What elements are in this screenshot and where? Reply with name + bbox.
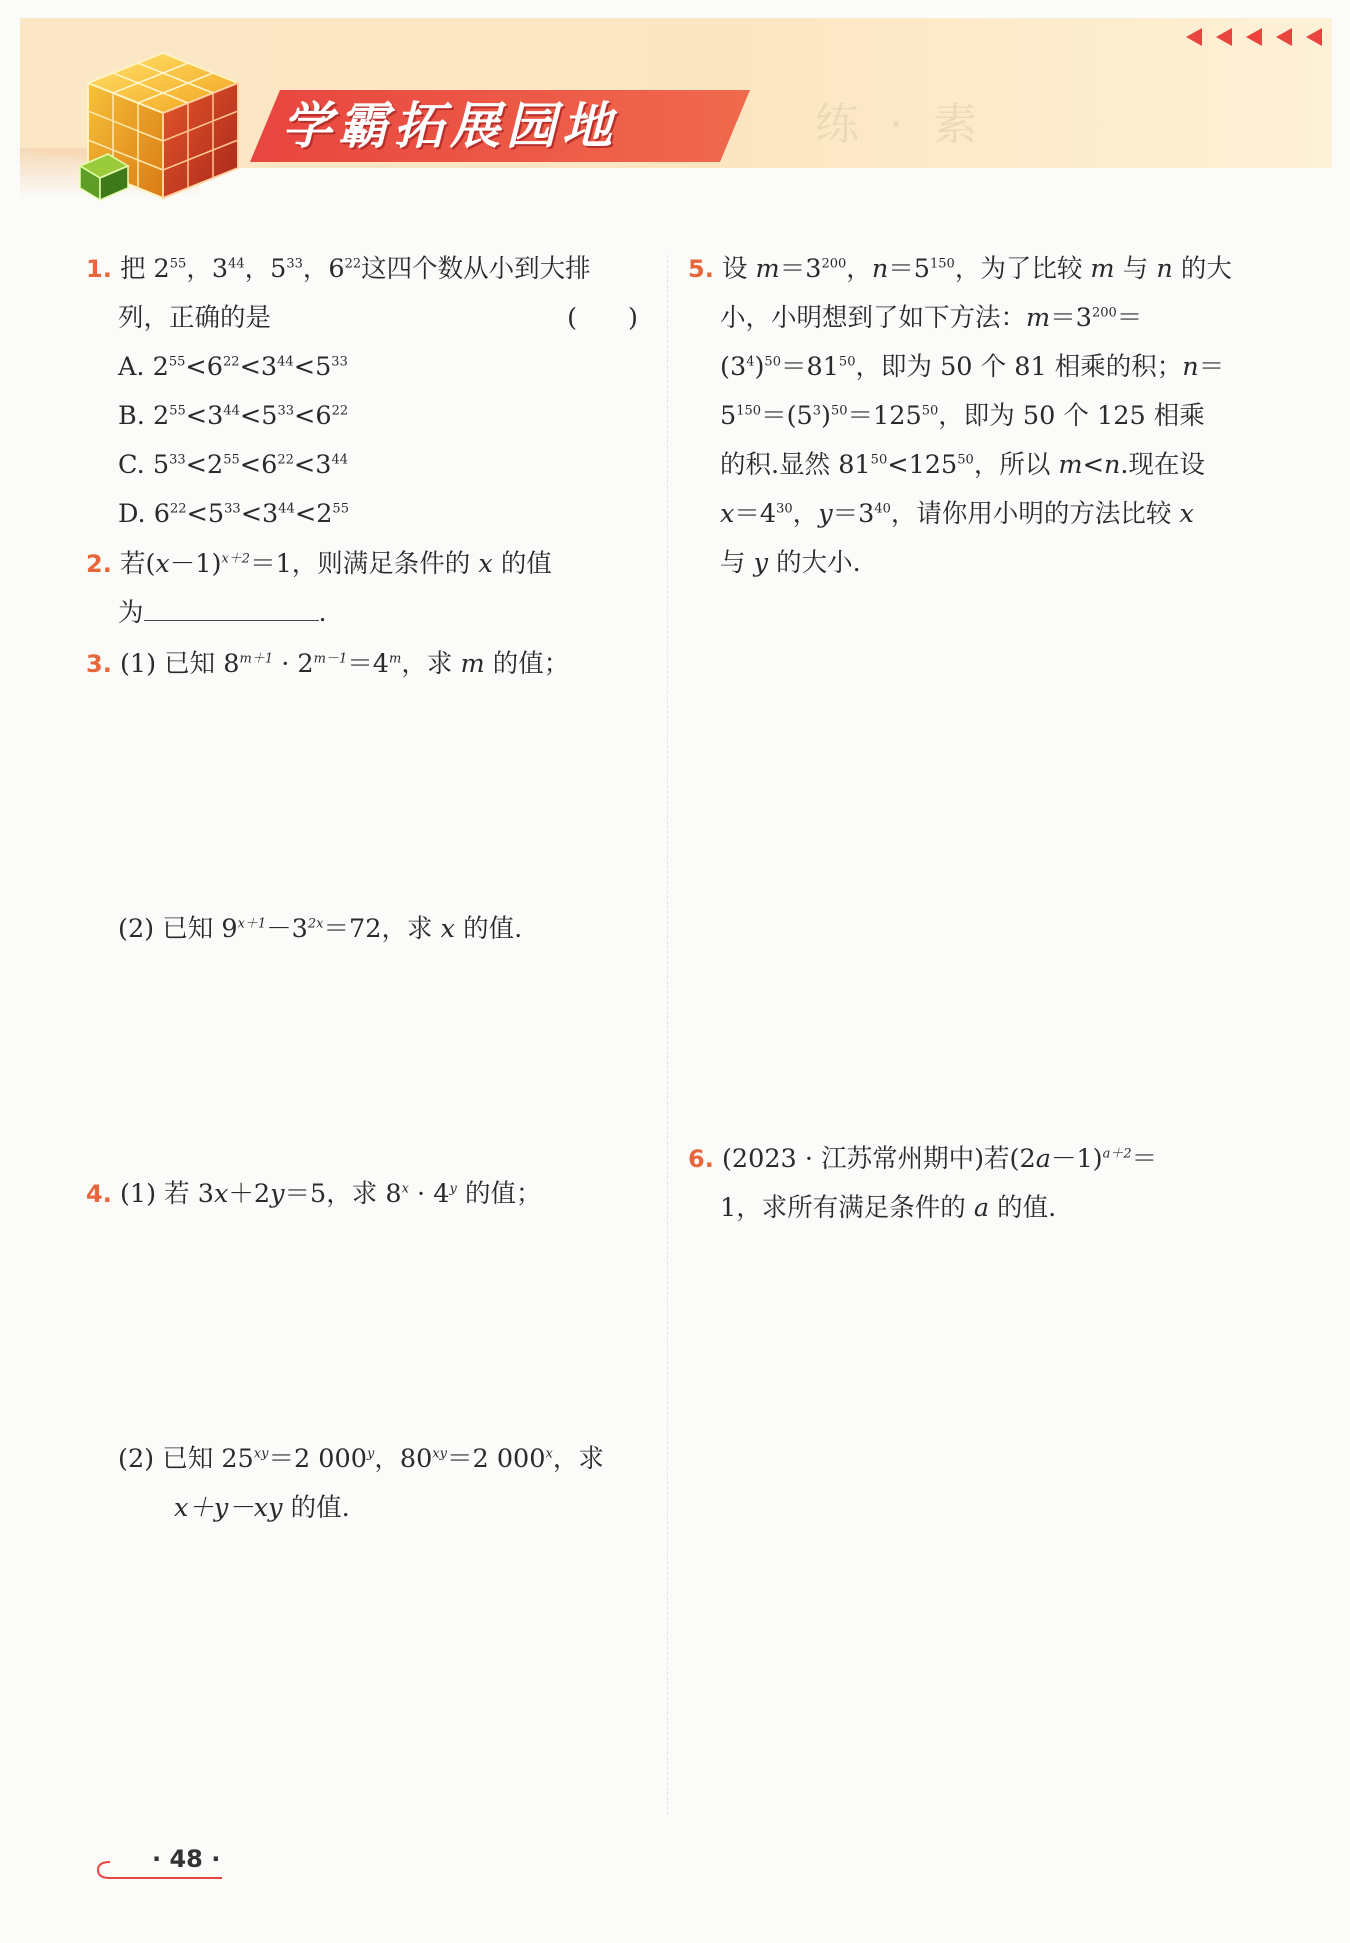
q6-text: ＝	[1131, 1144, 1158, 1174]
option-text: <2	[185, 450, 224, 480]
q5-text: ，请你用小明的方法比较	[890, 499, 1180, 529]
q1-text: ，3	[186, 254, 229, 284]
q6-var: a	[1035, 1144, 1051, 1174]
q6-text: (2023 · 江苏常州期中)若(2	[721, 1144, 1036, 1174]
q2-text: .	[318, 598, 327, 628]
q5-exp: 50	[921, 403, 939, 419]
q5-var: y	[818, 499, 833, 529]
q3-exp: m	[389, 651, 402, 667]
q5-exp: 30	[776, 501, 793, 517]
q5-text: ，即为 50 个 81 相乘的积；	[855, 352, 1183, 382]
q5-text: ＝5	[888, 254, 930, 284]
arrow-decoration-icon	[1186, 26, 1334, 48]
option-label: C.	[118, 450, 145, 480]
q4-exp: y	[449, 1181, 457, 1197]
q5-line-3	[688, 343, 1248, 392]
q5-text: ＝4	[734, 499, 777, 529]
q3-text: ＝4	[347, 649, 389, 679]
q4-text: · 4	[408, 1179, 450, 1209]
q5-text: 的大小.	[768, 548, 861, 578]
q2-var: x	[478, 549, 493, 579]
q5-text: 小，小明想到了如下方法：	[720, 303, 1027, 333]
q5-exp: 150	[736, 403, 762, 419]
q1-exp: 33	[286, 256, 303, 272]
q2-text: 的值	[492, 549, 552, 579]
q1-text: 列，正确的是	[118, 303, 272, 333]
option-exp: 55	[168, 354, 186, 370]
option-label: B.	[118, 401, 145, 431]
q5-var: y	[753, 548, 769, 578]
q1-text: ，6	[302, 254, 345, 284]
q5-exp: 50	[830, 403, 848, 419]
q5-text: 与	[1114, 254, 1157, 284]
q5-var: m	[1026, 303, 1051, 333]
option-exp: 55	[223, 452, 240, 468]
q1-line-2	[86, 294, 646, 343]
q4-text: ＋2	[228, 1179, 271, 1209]
q4-exp: x	[545, 1446, 553, 1462]
option-text: 5	[144, 450, 170, 480]
q5-text: ＝125	[847, 401, 922, 431]
option-exp: 22	[170, 501, 187, 517]
q5-text: ＝(5	[761, 401, 813, 431]
q1-option-c[interactable]	[86, 441, 646, 490]
q5-line-5	[688, 441, 1248, 490]
q2-text: ＝1，则满足条件的	[250, 549, 479, 579]
q2-var: x	[155, 549, 170, 579]
q5-var: n	[1103, 450, 1121, 480]
option-text: 2	[144, 401, 170, 431]
option-text: <5	[186, 499, 225, 529]
option-exp: 22	[331, 403, 349, 419]
q5-text: ＝	[1116, 303, 1143, 333]
option-exp: 22	[277, 452, 294, 468]
q2-line-1	[86, 540, 646, 589]
page-number: · 48 ·	[152, 1845, 221, 1873]
q1-text: ，5	[244, 254, 287, 284]
q5-text: 的积.显然 81	[720, 450, 871, 480]
q3-exp: m＋1	[239, 651, 274, 667]
option-exp: 44	[331, 452, 349, 468]
header-ghost-text: 练 · 素	[815, 99, 985, 150]
q5-line-4	[688, 392, 1248, 441]
q4-number: 4.	[86, 1180, 112, 1208]
question-1	[86, 245, 646, 539]
q5-line-2	[688, 294, 1248, 343]
q4-text: (1) 若 3	[119, 1179, 214, 1209]
q2-line-2	[86, 589, 646, 638]
q5-var: n	[1182, 352, 1199, 382]
rubik-cube-icon	[78, 48, 248, 208]
q1-text: 把 2	[119, 254, 170, 284]
q3-text: (2) 已知 9	[118, 914, 238, 944]
option-text: <6	[185, 352, 224, 382]
q5-line-6	[688, 490, 1248, 539]
question-4	[86, 1170, 646, 1219]
q5-var: n	[1156, 254, 1173, 284]
option-text: <2	[294, 499, 333, 529]
option-exp: 55	[169, 403, 186, 419]
q1-exp: 44	[228, 256, 245, 272]
q5-text: <	[1082, 450, 1104, 480]
option-text: <6	[239, 450, 278, 480]
q1-exp: 55	[169, 256, 187, 272]
q5-text: ＝3	[832, 499, 875, 529]
option-text: 6	[145, 499, 170, 529]
q5-text: ＝81	[780, 352, 839, 382]
option-text: <5	[293, 352, 332, 382]
q4-text: 的值.	[282, 1493, 350, 1523]
q5-exp: 200	[821, 256, 847, 272]
option-label: D.	[118, 499, 146, 529]
option-exp: 33	[331, 354, 348, 370]
q6-var: a	[973, 1193, 990, 1223]
q5-text: ＝3	[779, 254, 822, 284]
q3-part-1	[86, 640, 646, 689]
q5-text: ＝	[1198, 352, 1225, 382]
q4-text: ，求	[552, 1444, 604, 1474]
option-exp: 44	[277, 354, 294, 370]
q6-text: －1)	[1050, 1144, 1103, 1174]
question-4-part-2	[118, 1435, 648, 1533]
q4-var: x	[214, 1179, 229, 1209]
q3-text: ，求	[401, 649, 461, 679]
q5-text: .现在设	[1120, 450, 1206, 480]
q4-part-2-line-2	[118, 1484, 648, 1533]
q3-exp: x＋1	[237, 916, 267, 932]
q3-number: 3.	[86, 650, 112, 678]
option-exp: 55	[332, 501, 349, 517]
q4-exp: x	[401, 1181, 409, 1197]
column-divider	[667, 255, 668, 1815]
q3-text: 的值.	[454, 914, 523, 944]
q6-line-1	[688, 1135, 1248, 1184]
q5-var: n	[871, 254, 889, 284]
q1-option-a[interactable]	[86, 343, 646, 392]
q5-text: ，	[792, 499, 819, 529]
option-exp: 33	[224, 501, 241, 517]
q4-text: 的值；	[456, 1179, 542, 1209]
option-text: <3	[240, 499, 279, 529]
q5-text: 设	[721, 254, 756, 284]
q6-text: 1，求所有满足条件的	[720, 1193, 974, 1223]
q3-text: ＝72，求	[323, 914, 441, 944]
q4-text: ，80	[374, 1444, 433, 1474]
q5-number: 5.	[688, 255, 714, 283]
q1-line-1	[86, 245, 646, 294]
q5-var: m	[1090, 254, 1115, 284]
q4-text: ＝2 000	[268, 1444, 367, 1474]
question-3-part-2	[118, 905, 648, 954]
q5-exp: 3	[812, 403, 822, 419]
q6-number: 6.	[688, 1145, 714, 1173]
q5-text: ，即为 50 个 125 相乘	[938, 401, 1205, 431]
q4-part-2-line-1	[118, 1435, 648, 1484]
option-label: A.	[118, 352, 145, 382]
question-6	[688, 1135, 1248, 1233]
q3-text: (1) 已知 8	[119, 649, 240, 679]
q5-line-1	[688, 245, 1248, 294]
q6-text: 的值.	[989, 1193, 1057, 1223]
q4-text: ＝5，求 8	[284, 1179, 402, 1209]
q5-text: (3	[720, 352, 747, 382]
q2-number: 2.	[86, 550, 112, 578]
option-exp: 33	[169, 452, 186, 468]
option-exp: 44	[278, 501, 295, 517]
option-text: <5	[239, 401, 278, 431]
q5-var: m	[755, 254, 780, 284]
q5-text: ，所以	[973, 450, 1059, 480]
question-2	[86, 540, 646, 638]
q5-text: 与	[720, 548, 754, 578]
answer-blank[interactable]	[144, 598, 319, 621]
q5-exp: 50	[957, 452, 974, 468]
section-title: 学霸拓展园地	[282, 97, 618, 155]
q6-line-2	[688, 1184, 1248, 1233]
q6-exp: a＋2	[1102, 1146, 1132, 1162]
q3-text: 的值；	[484, 649, 570, 679]
q5-exp: 200	[1091, 305, 1117, 321]
q3-exp: 2x	[307, 916, 324, 932]
answer-parentheses[interactable]: ( )	[567, 303, 638, 333]
q3-text: · 2	[273, 649, 314, 679]
q5-text: ，为了比较	[954, 254, 1091, 284]
q3-text: －3	[266, 914, 308, 944]
q5-exp: 50	[764, 354, 781, 370]
q5-text: ，	[846, 254, 872, 284]
q2-exp: x＋2	[221, 551, 251, 567]
q5-text: )	[821, 401, 831, 431]
q5-var: x	[1179, 499, 1194, 529]
option-text: 2	[144, 352, 169, 382]
q4-part-1	[86, 1170, 646, 1219]
q5-line-7	[688, 539, 1248, 588]
q5-text: <125	[887, 450, 958, 480]
q3-part-2	[118, 905, 648, 954]
q3-exp: m－1	[313, 651, 348, 667]
question-5	[688, 245, 1248, 588]
q1-exp: 22	[344, 256, 362, 272]
option-exp: 44	[223, 403, 240, 419]
q4-text: ＝2 000	[446, 1444, 546, 1474]
option-text: <3	[293, 450, 332, 480]
q4-exp: y	[366, 1446, 375, 1462]
q2-text: －1)	[169, 549, 222, 579]
question-3	[86, 640, 646, 689]
option-text: <3	[185, 401, 224, 431]
q5-exp: 50	[838, 354, 856, 370]
option-exp: 22	[223, 354, 240, 370]
q5-exp: 40	[874, 501, 891, 517]
q4-expression: x＋y－xy	[174, 1493, 283, 1523]
q4-text: (2) 已知 25	[118, 1444, 254, 1474]
q1-number: 1.	[86, 255, 112, 283]
q5-text: )	[754, 352, 765, 382]
q5-text: 5	[720, 401, 737, 431]
option-text: <6	[294, 401, 332, 431]
q3-var: x	[440, 914, 455, 944]
q5-exp: 4	[746, 354, 755, 370]
q5-text: ＝3	[1050, 303, 1092, 333]
q2-text: 为	[118, 598, 144, 628]
option-exp: 33	[277, 403, 295, 419]
q2-text: 若(	[119, 549, 156, 579]
q5-var: x	[720, 499, 735, 529]
q4-exp: xy	[432, 1446, 447, 1462]
q1-text: 这四个数从小到大排	[361, 254, 591, 284]
q1-option-d[interactable]	[86, 490, 646, 539]
q5-exp: 150	[929, 256, 955, 272]
q4-exp: xy	[253, 1446, 269, 1462]
q5-exp: 50	[870, 452, 888, 468]
q1-option-b[interactable]	[86, 392, 646, 441]
q4-var: y	[270, 1179, 285, 1209]
option-text: <3	[239, 352, 278, 382]
q3-var: m	[460, 649, 485, 679]
q5-text: 的大	[1172, 254, 1232, 284]
q5-var: m	[1058, 450, 1083, 480]
